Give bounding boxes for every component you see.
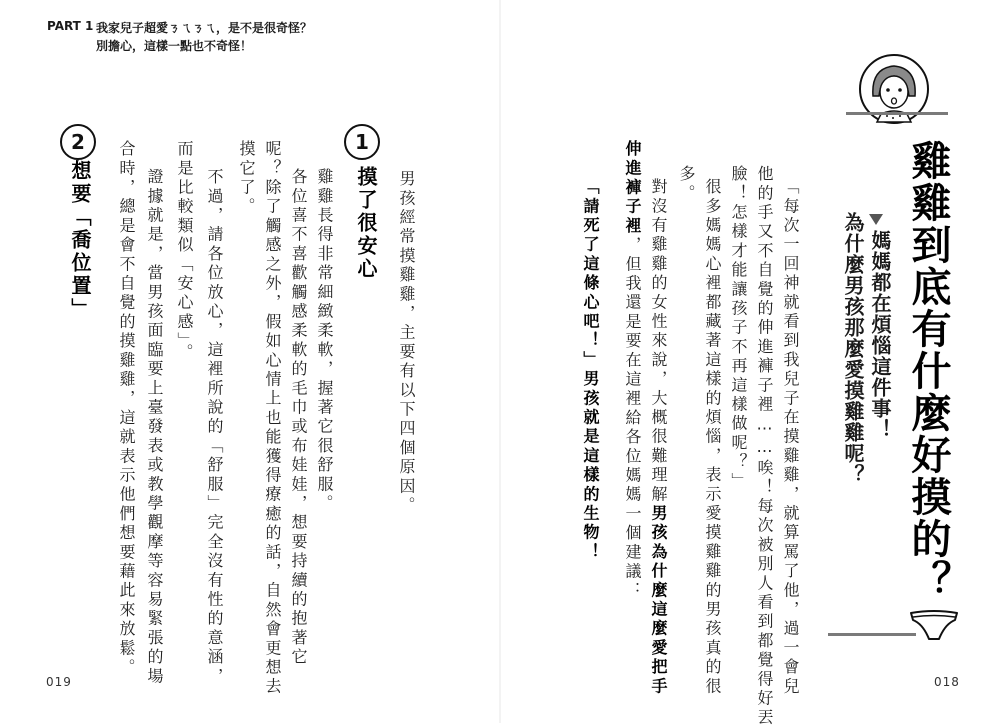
body-column: 「每次一回神就看到我兒子在摸雞雞，就算罵了他，過一會兒	[781, 178, 800, 697]
part-label: PART 1	[47, 19, 94, 33]
body-column: 雞雞長得非常細緻柔軟，握著它很舒服。	[315, 168, 334, 514]
page-title: 雞雞到底有什麼好摸的？	[905, 140, 951, 602]
emphasis-column: 「請死了這條心吧！」男孩就是這樣的生物！	[581, 178, 600, 562]
subtitle-2: 為什麼男孩那麼愛摸雞雞呢？	[841, 212, 865, 485]
body-column	[650, 178, 666, 696]
body-column: 臉！怎樣才能讓孩子不再這樣做呢？」	[729, 165, 748, 492]
body-column: 證據就是，當男孩面臨要上臺發表或教學觀摩等容易緊張的場	[145, 168, 164, 687]
section-number-2: 2	[60, 124, 96, 160]
intro-column: 男孩經常摸雞雞，主要有以下四個原因。	[397, 170, 416, 516]
body-text: 對沒有雞雞的女性來說，大概很難理解	[649, 178, 668, 505]
section-heading-2: 想要「喬位置」	[68, 160, 92, 321]
emphasis-text: 伸進褲子裡	[623, 140, 642, 236]
body-column: 多。	[677, 165, 696, 204]
underwear-icon	[908, 606, 960, 644]
body-column: 不過，請各位放心，這裡所說的「舒服」完全沒有性的意涵，	[205, 168, 224, 687]
page-number: 019	[46, 675, 72, 689]
body-column: 摸它了。	[237, 140, 256, 217]
body-column	[624, 140, 640, 601]
subtitle-1-text: 媽媽都在煩惱這件事！	[868, 230, 892, 440]
subtitle-1	[866, 212, 895, 440]
chapter-header	[96, 19, 312, 55]
title-divider	[846, 112, 948, 115]
chapter-title-line1: 我家兒子超愛ㄋㄟㄋㄟ，是不是很奇怪？	[96, 21, 313, 35]
body-column: 他的手又不自覺的伸進褲子裡……唉！每次被別人看到都覺得好丟	[755, 165, 774, 728]
section-number-1: 1	[344, 124, 380, 160]
emphasis-text: 男孩為什麼這麼愛把手	[649, 504, 668, 697]
section-heading-1: 摸了很安心	[354, 166, 378, 281]
body-column: 各位喜不喜歡觸感柔軟的毛巾或布娃娃，想要持續的抱著它	[289, 168, 308, 668]
body-column: 而是比較類似「安心感」。	[175, 140, 194, 363]
body-column: 很多媽媽心裡都藏著這樣的煩惱，表示愛摸雞雞的男孩真的很	[703, 178, 722, 697]
chapter-title-line2: 別擔心，這樣一點也不奇怪！	[96, 39, 253, 53]
body-column: 合時，總是會不自覺的摸雞雞，這就表示他們想要藉此來放鬆。	[117, 140, 136, 678]
body-text: ，但我還是要在這裡給各位媽媽一個建議：	[623, 236, 642, 601]
page-gutter	[499, 0, 501, 723]
bottom-divider	[828, 633, 916, 636]
body-column: 呢？除了觸感之外，假如心情上也能獲得療癒的話，自然會更想去	[263, 140, 282, 697]
page-number: 018	[934, 675, 960, 689]
